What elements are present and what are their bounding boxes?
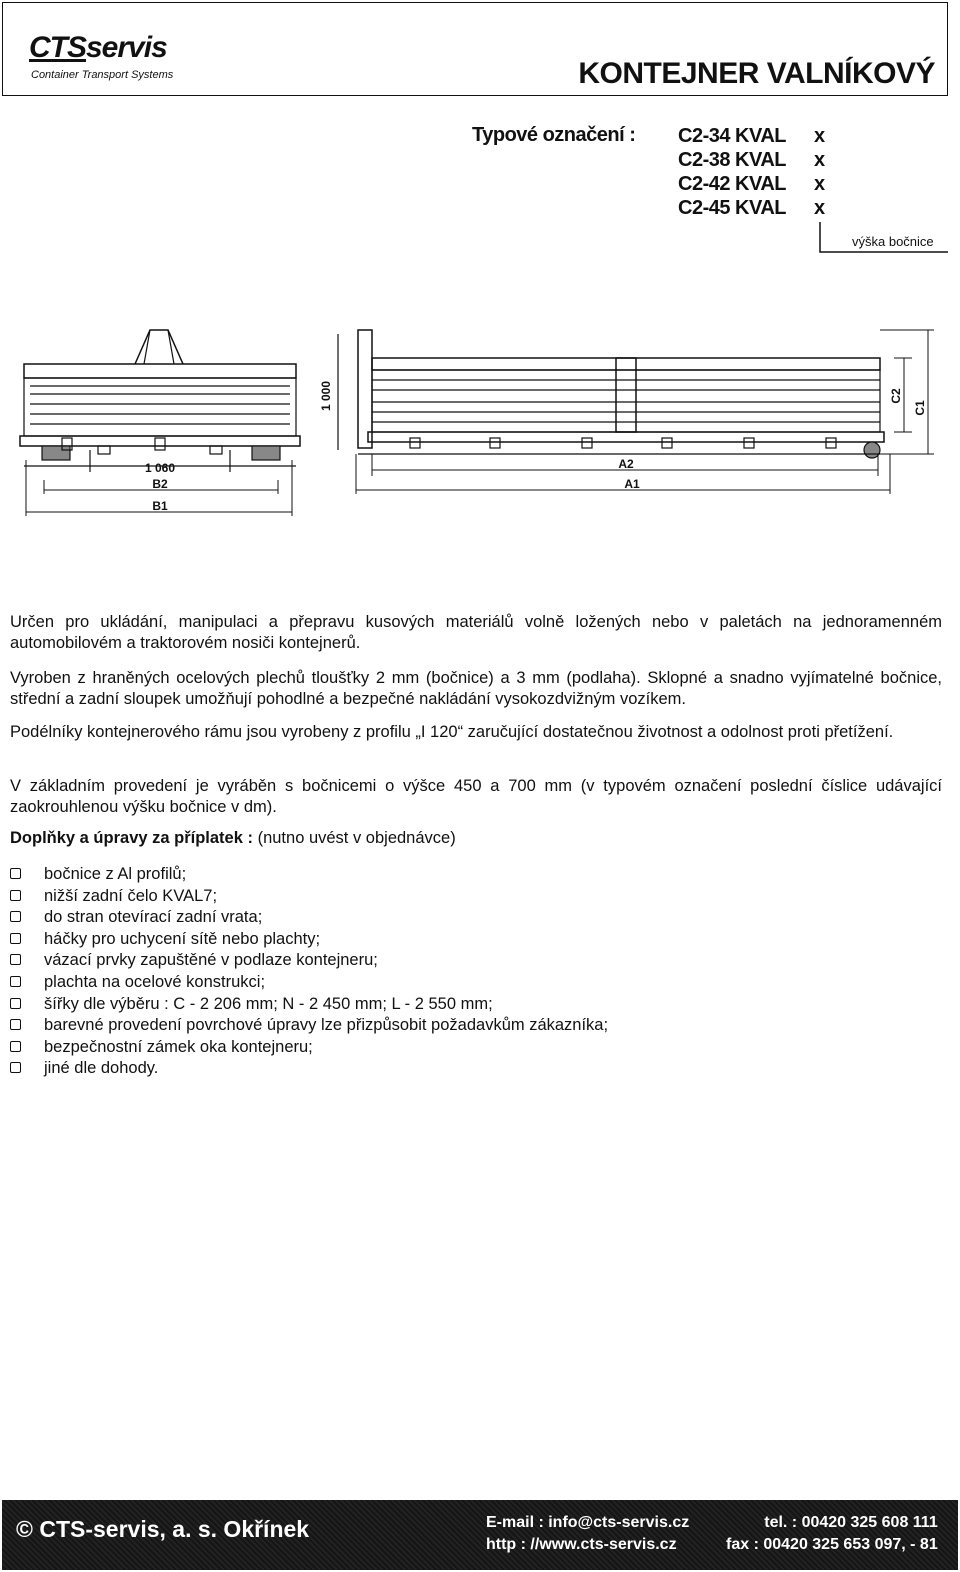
footer-bar [2, 1500, 958, 1570]
dim-a2: A2 [618, 457, 634, 471]
checkbox-bullet-icon [10, 890, 21, 901]
checkbox-bullet-icon [10, 1062, 21, 1073]
description-paragraph: Určen pro ukládání, manipulaci a přepravu kusových materiálů volně ložených nebo v paletách na jednoramenném automobilovém a traktorovém nosiči kontejnerů. [10, 613, 942, 652]
extras-heading-bold: Doplňky a úpravy za příplatek : [10, 829, 253, 847]
logo-subtitle: Container Transport Systems [31, 69, 174, 81]
type-designation-label: Typové označení : [472, 124, 636, 146]
suffix-pointer-line [0, 0, 960, 260]
list-item-text: bočnice z Al profilů; [44, 865, 187, 883]
dim-b1: B1 [152, 499, 168, 513]
extras-list [10, 864, 608, 1080]
extras-heading-note: (nutno uvést v objednávce) [253, 829, 456, 847]
footer-contact-online [486, 1512, 689, 1556]
list-item-text: plachta na ocelové konstrukci; [44, 972, 266, 991]
dim-a1: A1 [624, 477, 640, 491]
list-item [10, 864, 608, 886]
list-item-text: bezpečnostní zámek oka kontejneru; [44, 1037, 313, 1056]
list-item-text: barevné provedení povrchové úpravy lze přizpůsobit požadavkům zákazníka; [44, 1016, 609, 1035]
footer-email[interactable]: E-mail : info@cts-servis.cz [486, 1514, 690, 1531]
dim-b2: B2 [152, 477, 168, 491]
checkbox-bullet-icon [10, 954, 21, 965]
type-suffix: x [814, 197, 825, 219]
checkbox-bullet-icon [10, 976, 21, 987]
list-item-text: háčky pro uchycení sítě nebo plachty; [44, 929, 321, 948]
checkbox-bullet-icon [10, 998, 21, 1009]
checkbox-bullet-icon [10, 1041, 21, 1052]
logo-mark: CTSservis [29, 31, 167, 64]
extras-heading [10, 829, 456, 848]
dim-c1: C1 [913, 400, 927, 416]
list-item-text: šířky dle výběru : C - 2 206 mm; N - 2 450 mm; L - 2 550 mm; [44, 994, 493, 1013]
checkbox-bullet-icon [10, 1019, 21, 1030]
list-item-text: nižší zadní čelo KVAL7; [44, 886, 218, 905]
side-view [319, 330, 884, 458]
type-code: C2-38 KVAL [678, 149, 786, 171]
list-item [10, 950, 608, 972]
list-item [10, 994, 608, 1016]
list-item [10, 1015, 608, 1037]
type-code: C2-34 KVAL [678, 125, 786, 147]
footer-fax: fax : 00420 325 653 097, - 81 [726, 1536, 938, 1553]
type-suffix: x [814, 149, 825, 171]
description-paragraph: V základním provedení je vyráběn s bočnicemi o výšce 450 a 700 mm (v typovém označení poslední číslice udávající zaokrouhlenou výšku bočnice v dm). [10, 777, 942, 816]
checkbox-bullet-icon [10, 868, 21, 879]
list-item-text: do stran otevírací zadní vrata; [44, 908, 263, 927]
list-item [10, 907, 608, 929]
type-code: C2-42 KVAL [678, 173, 786, 195]
list-item-text: vázací prvky zapuštěné v podlaze kontejneru; [44, 951, 378, 970]
document-title: KONTEJNER VALNÍKOVÝ [578, 57, 935, 90]
type-suffix: x [814, 125, 825, 147]
footer-company: © CTS-servis, a. s. Okřínek [16, 1516, 310, 1542]
checkbox-bullet-icon [10, 933, 21, 944]
description-paragraph: Vyroben z hraněných ocelových plechů tloušťky 2 mm (bočnice) a 3 mm (podlaha). Sklopné a snadno vyjímatelné bočnice, střední a zadní sloupek umožňují pohodlné a bezpečné nakládání vysokozdvižným vozíkem. [10, 669, 942, 708]
dim-1060: 1 060 [144, 461, 176, 475]
height-note: výška bočnice [852, 234, 934, 249]
type-code: C2-45 KVAL [678, 197, 786, 219]
list-item [10, 1058, 608, 1080]
type-suffix: x [814, 173, 825, 195]
list-item [10, 929, 608, 951]
dim-1000: 1 000 [319, 380, 333, 412]
footer-web[interactable]: http : //www.cts-servis.cz [486, 1536, 677, 1553]
footer-tel: tel. : 00420 325 608 111 [764, 1514, 938, 1531]
front-view [20, 330, 300, 472]
technical-drawing [0, 320, 960, 520]
list-item [10, 886, 608, 908]
list-item [10, 972, 608, 994]
checkbox-bullet-icon [10, 911, 21, 922]
dim-c2: C2 [889, 388, 903, 404]
description-paragraph: Podélníky kontejnerového rámu jsou vyrobeny z profilu „I 120“ zaručující dostatečnou životnost a odolnost proti přetížení. [10, 723, 894, 741]
list-item-text: jiné dle dohody. [44, 1059, 159, 1078]
footer-contact-phone [726, 1512, 938, 1556]
list-item [10, 1037, 608, 1059]
